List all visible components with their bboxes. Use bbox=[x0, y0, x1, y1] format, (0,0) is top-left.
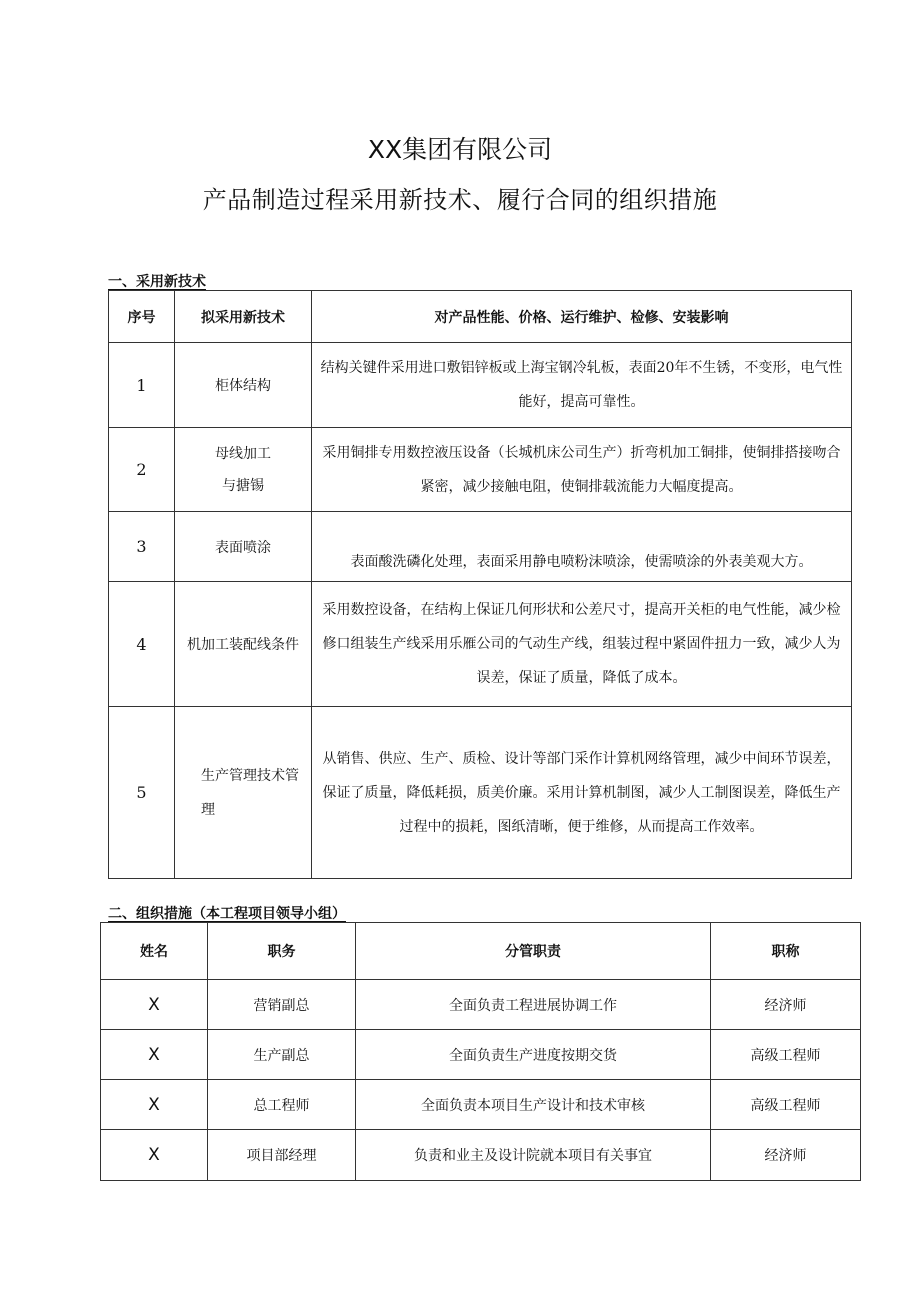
member-position: 总工程师 bbox=[208, 1080, 356, 1130]
row-number: 4 bbox=[109, 582, 175, 707]
table-row bbox=[109, 512, 852, 582]
member-duty: 负责和业主及设计院就本项目有关事宜 bbox=[356, 1130, 711, 1181]
document-subtitle: 产品制造过程采用新技术、履行合同的组织措施 bbox=[202, 186, 718, 214]
member-rank: 经济师 bbox=[711, 1130, 861, 1181]
member-duty: 全面负责生产进度按期交货 bbox=[356, 1030, 711, 1080]
section-1-heading: 一、采用新技术 bbox=[108, 274, 206, 290]
tech-impact: 表面酸洗磷化处理，表面采用静电喷粉沫喷涂，使需喷涂的外表美观大方。 bbox=[312, 512, 852, 582]
tech-impact: 采用数控设备，在结构上保证几何形状和公差尺寸，提高开关柜的电气性能，减少检修口组装生产线采用乐雁公司的气动生产线，组装过程中紧固件扭力一致，减少人为误差，保证了质量，降低了成本。 bbox=[312, 582, 852, 707]
table-row bbox=[101, 1080, 861, 1130]
member-rank: 高级工程师 bbox=[711, 1030, 861, 1080]
member-rank: 经济师 bbox=[711, 980, 861, 1030]
column-header: 姓名 bbox=[101, 923, 208, 980]
row-number: 1 bbox=[109, 343, 175, 428]
table-row bbox=[109, 428, 852, 512]
table-row bbox=[101, 1030, 861, 1080]
company-title: XX集团有限公司 bbox=[367, 135, 553, 164]
column-header: 序号 bbox=[109, 291, 175, 343]
column-header: 对产品性能、价格、运行维护、检修、安装影响 bbox=[312, 291, 852, 343]
column-header: 拟采用新技术 bbox=[175, 291, 312, 343]
row-number: 2 bbox=[109, 428, 175, 512]
table-row bbox=[109, 582, 852, 707]
table-row bbox=[101, 980, 861, 1030]
row-number: 5 bbox=[109, 707, 175, 879]
tech-name: 生产管理技术管理 bbox=[175, 707, 312, 879]
member-name: X bbox=[101, 1030, 208, 1080]
new-technology-table bbox=[108, 290, 852, 879]
table-row bbox=[109, 343, 852, 428]
member-rank: 高级工程师 bbox=[711, 1080, 861, 1130]
tech-name: 柜体结构 bbox=[175, 343, 312, 428]
member-name: X bbox=[101, 1080, 208, 1130]
member-position: 项目部经理 bbox=[208, 1130, 356, 1181]
column-header: 职务 bbox=[208, 923, 356, 980]
member-duty: 全面负责工程进展协调工作 bbox=[356, 980, 711, 1030]
table-row bbox=[109, 707, 852, 879]
column-header: 分管职责 bbox=[356, 923, 711, 980]
tech-impact: 结构关键件采用进口敷铝锌板或上海宝钢冷轧板，表面20年不生锈，不变形，电气性能好，提高可靠性。 bbox=[312, 343, 852, 428]
member-name: X bbox=[101, 1130, 208, 1181]
tech-name: 表面喷涂 bbox=[175, 512, 312, 582]
tech-impact: 采用铜排专用数控液压设备（长城机床公司生产）折弯机加工铜排，使铜排搭接吻合紧密，减少接触电阻，使铜排载流能力大幅度提高。 bbox=[312, 428, 852, 512]
row-number: 3 bbox=[109, 512, 175, 582]
section-2-heading: 二、组织措施（本工程项目领导小组） bbox=[108, 906, 346, 922]
tech-name: 机加工装配线条件 bbox=[175, 582, 312, 707]
tech-name: 母线加工与搪锡 bbox=[175, 428, 312, 512]
table-header-row bbox=[101, 923, 861, 980]
member-name: X bbox=[101, 980, 208, 1030]
tech-impact: 从销售、供应、生产、质检、设计等部门采作计算机网络管理，减少中间环节误差，保证了质量，降低耗损，质美价廉。采用计算机制图，减少人工制图误差，降低生产过程中的损耗，图纸清晰，便于维修，从而提高工作效率。 bbox=[312, 707, 852, 879]
organization-table bbox=[100, 922, 861, 1181]
column-header: 职称 bbox=[711, 923, 861, 980]
member-position: 生产副总 bbox=[208, 1030, 356, 1080]
table-row bbox=[101, 1130, 861, 1181]
member-position: 营销副总 bbox=[208, 980, 356, 1030]
table-header-row bbox=[109, 291, 852, 343]
member-duty: 全面负责本项目生产设计和技术审核 bbox=[356, 1080, 711, 1130]
